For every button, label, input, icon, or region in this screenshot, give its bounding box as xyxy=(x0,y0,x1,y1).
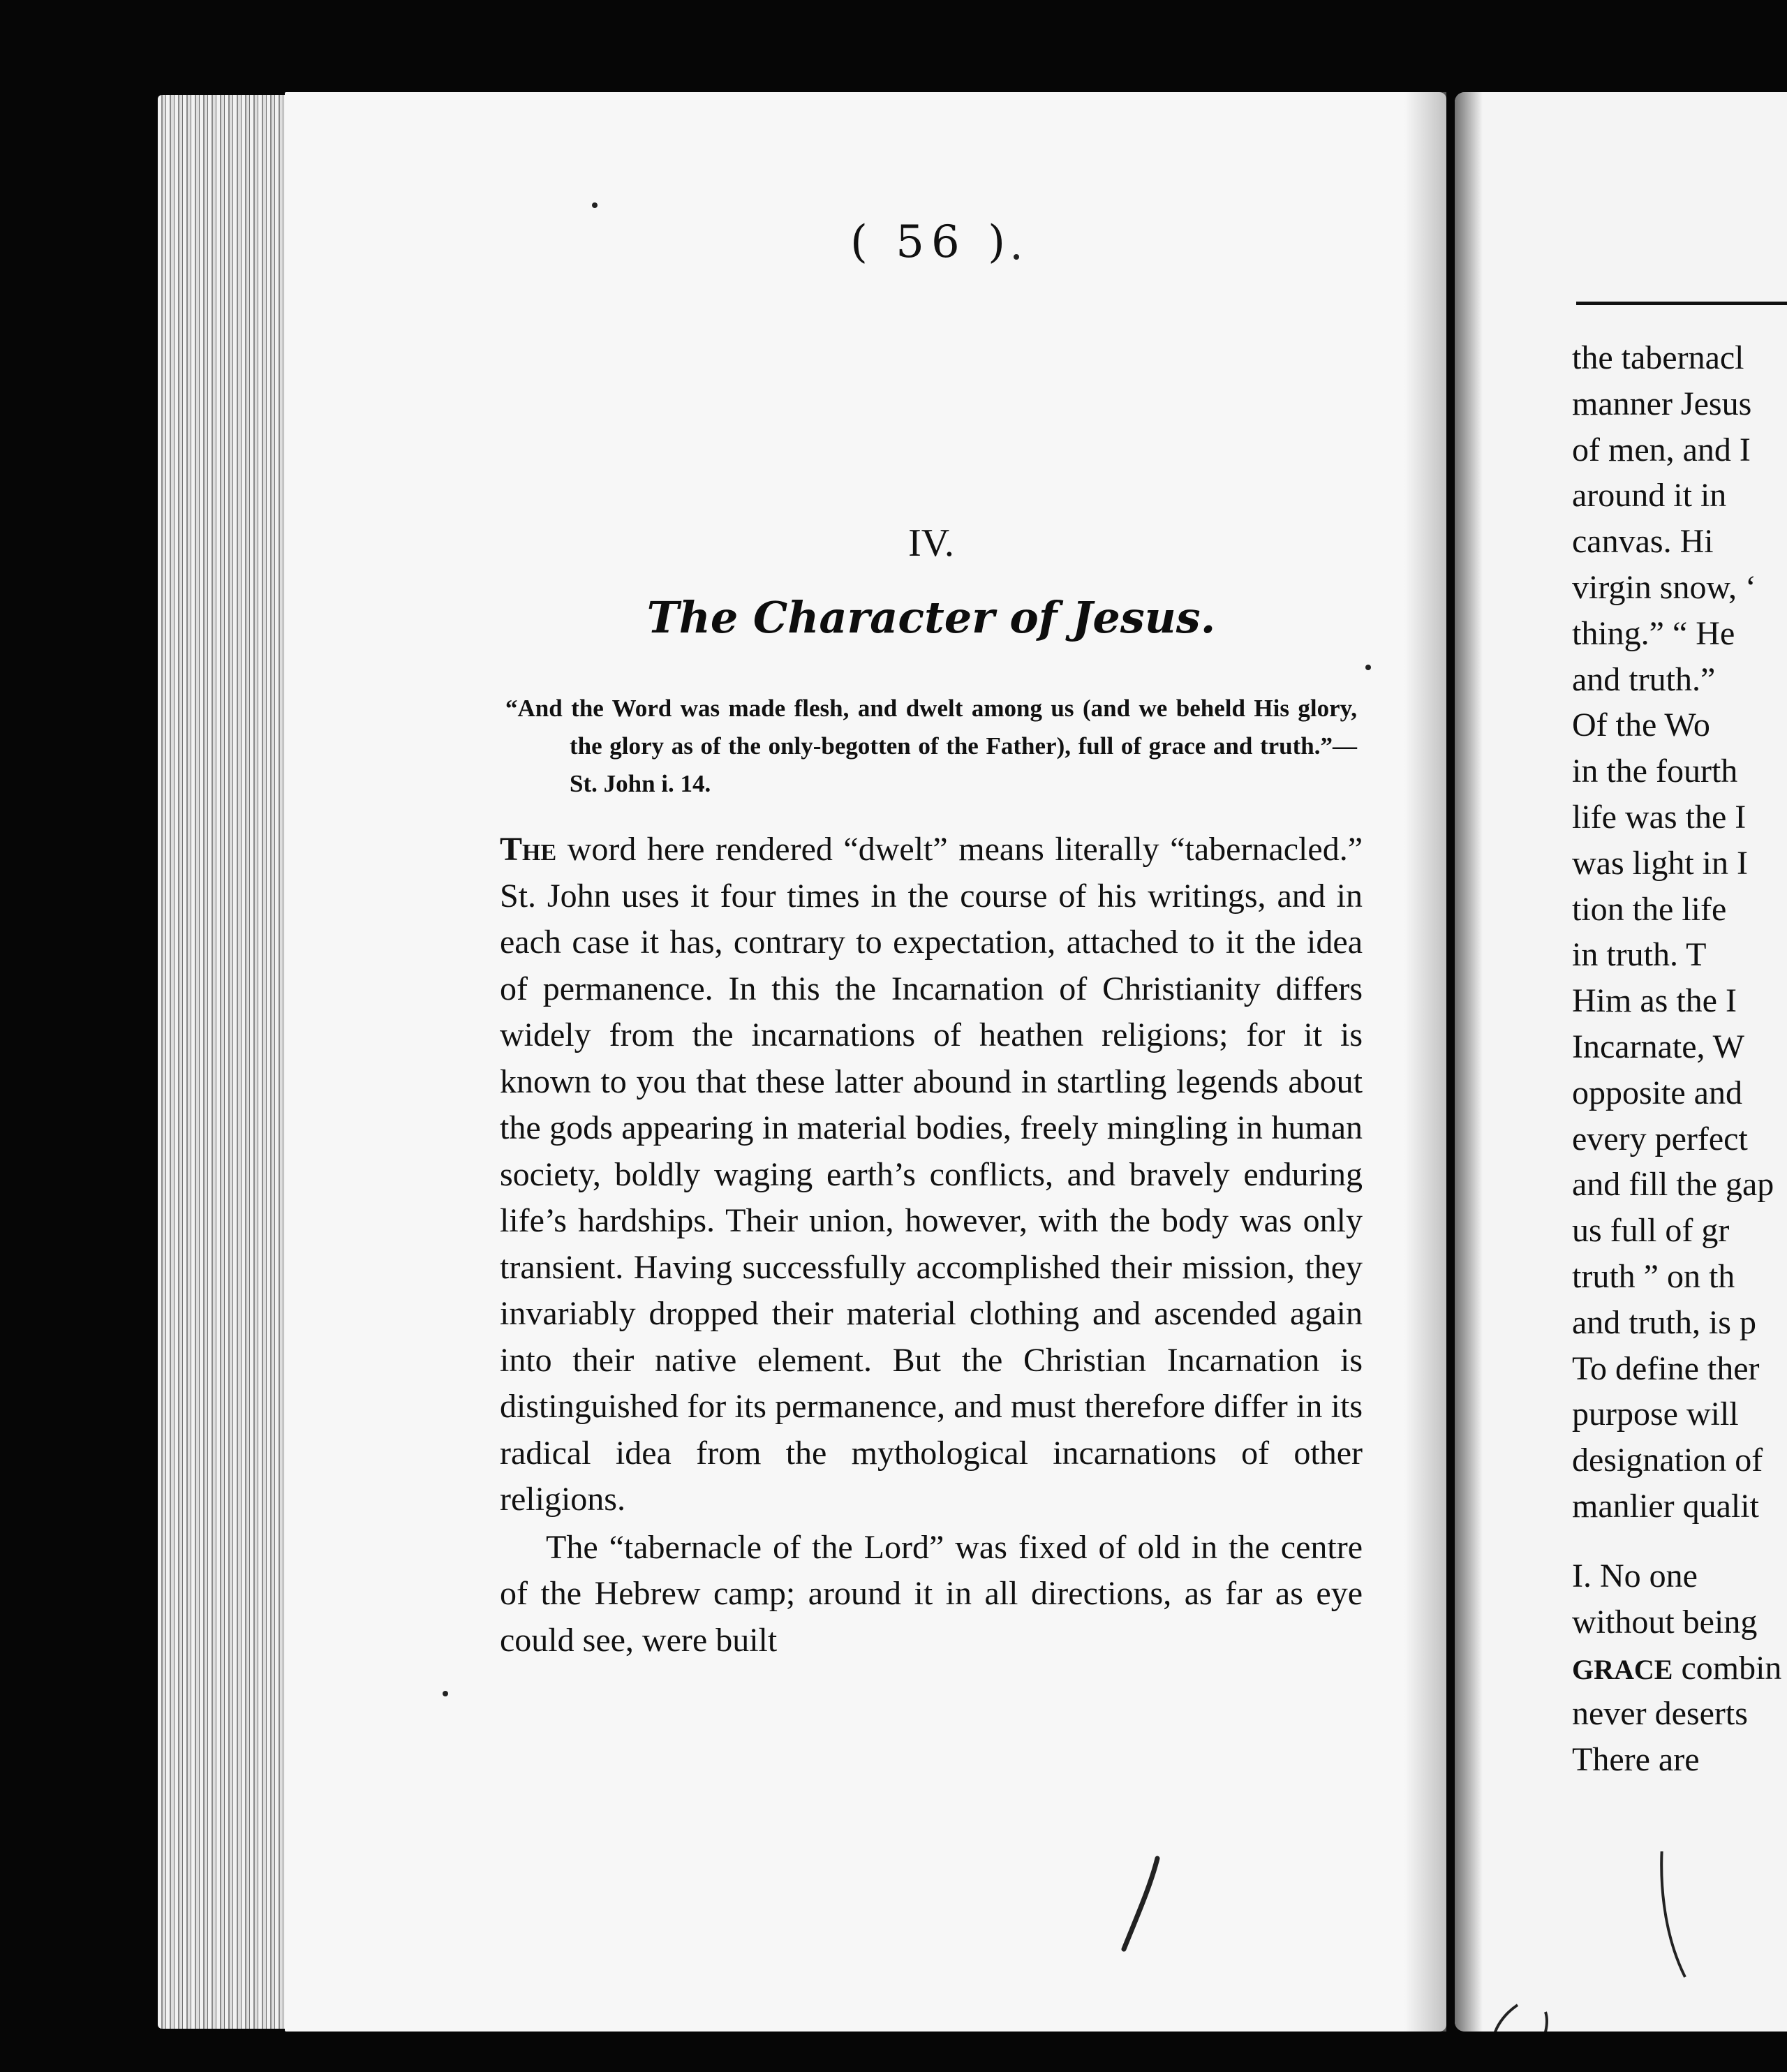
right-line: us full of gr xyxy=(1572,1212,1730,1250)
pencil-mark xyxy=(1108,1851,1171,1956)
paragraph-lead-word: The xyxy=(500,831,557,868)
right-page-shadow xyxy=(1455,92,1483,2032)
speck xyxy=(443,1691,448,1696)
right-line: There are xyxy=(1572,1741,1700,1779)
gutter-shadow xyxy=(1404,92,1446,2032)
right-line-rest: combin xyxy=(1681,1649,1782,1687)
right-line: of men, and I xyxy=(1572,431,1751,468)
speck xyxy=(1014,254,1019,260)
speck xyxy=(1365,665,1371,670)
right-line: manlier qualit xyxy=(1572,1487,1759,1525)
right-line: and truth.” xyxy=(1572,660,1716,698)
body-text xyxy=(500,827,1363,1664)
page-number: ( 56 ) xyxy=(850,216,1013,268)
paragraph-2: The “tabernacle of the Lord” was fixed of old in the centre of the Hebrew camp; around it in all directions, as far as eye could see, were built xyxy=(500,1528,1363,1659)
chapter-title: The Character of Jesus. xyxy=(646,592,1216,643)
right-line: Incarnate, W xyxy=(1572,1028,1744,1065)
right-line: every perfect xyxy=(1572,1120,1748,1157)
speck xyxy=(592,202,598,208)
header-rule xyxy=(1576,302,1787,305)
epigraph: “And the Word was made flesh, and dwelt among us (and we beheld His glory, the glory as of the only-begotten of the Father), full of grace and truth.”—St. John i. 14. xyxy=(505,695,1357,797)
right-line: I. No one xyxy=(1572,1557,1698,1594)
right-page xyxy=(1455,92,1787,2032)
paragraph-1 xyxy=(500,827,1363,1523)
right-line: life was the I xyxy=(1572,798,1747,836)
right-line xyxy=(1572,1645,1787,1692)
right-line: and fill the gap xyxy=(1572,1166,1774,1204)
right-line: thing.” “ He xyxy=(1572,614,1735,652)
right-page-text xyxy=(1572,335,1787,1783)
right-line: never deserts xyxy=(1572,1695,1748,1733)
right-line: around it in xyxy=(1572,477,1727,515)
right-line: in truth. T xyxy=(1572,936,1707,974)
right-line: tion the life xyxy=(1572,890,1727,928)
right-line: was light in I xyxy=(1572,844,1748,882)
left-page xyxy=(285,92,1446,2032)
paragraph-1-text: word here rendered “dwelt” means literally “tabernacled.” St. John uses it four times in the course of his writings, and in each case it has, contrary to expectation, attached to it the idea of permanence. In this the Incarnation of Christianity differs widely from the incarnations of heathen religions; for it is known to you that these latter abound in startling legends about the gods appearing in material bodies, freely mingling in human society, boldly waging earth’s conflicts, and bravely enduring life’s hardships. Their union, however, with the body was only transient. Having successfully accomplished their mission, they invariably dropped their material clothing and ascended again into their native element. But the Christian Incarnation is distinguished for its permanence, and must therefore differ in its radical idea from the mythological incarnations of other religions. xyxy=(500,831,1363,1518)
right-line: canvas. Hi xyxy=(1572,523,1714,561)
right-line: and truth, is p xyxy=(1572,1303,1756,1341)
right-line: To define ther xyxy=(1572,1349,1760,1387)
pencil-mark xyxy=(1455,1851,1787,2032)
right-line: designation of xyxy=(1572,1442,1763,1479)
right-line: Of the Wo xyxy=(1572,706,1710,744)
grace-word: GRACE xyxy=(1572,1653,1673,1685)
right-line: Him as the I xyxy=(1572,982,1737,1020)
right-line: opposite and xyxy=(1572,1074,1742,1111)
right-line: virgin snow, ‘ xyxy=(1572,568,1756,606)
right-line: manner Jesus xyxy=(1572,385,1752,422)
chapter-number: IV. xyxy=(908,521,954,565)
right-line: purpose will xyxy=(1572,1396,1739,1433)
right-line: without being xyxy=(1572,1603,1758,1641)
page-edges xyxy=(158,95,288,2029)
right-line: the tabernacl xyxy=(1572,339,1744,376)
right-line: truth ” on th xyxy=(1572,1257,1735,1295)
right-line: in the fourth xyxy=(1572,753,1738,790)
